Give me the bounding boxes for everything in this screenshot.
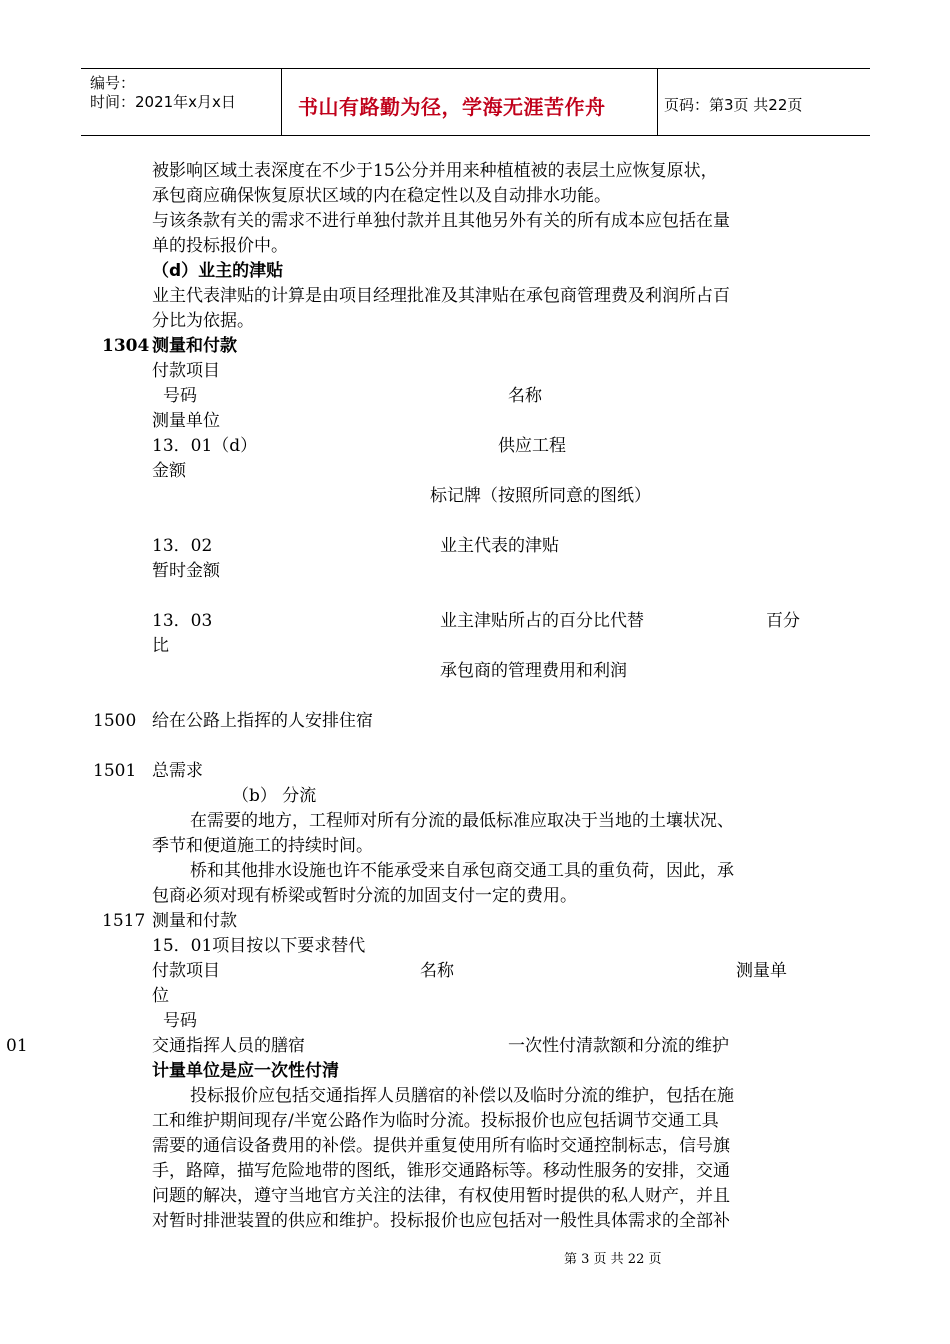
header-time-label: 时间：2021年x月x日 [90, 93, 236, 111]
header-divider-left [281, 68, 282, 135]
table-cell-name: 业主津贴所占的百分比代替 [440, 611, 644, 631]
section-number-1517: 1517 [102, 911, 146, 931]
paragraph-line: 承包商应确保恢复原状区域的内在稳定性以及自动排水功能。 [152, 186, 611, 206]
table-cell-number: 01 [6, 1036, 28, 1056]
table-header-number: 号码 [163, 386, 197, 406]
table-cell-unit: 百分 [766, 611, 800, 631]
bold-note: 计量单位是应一次性付清 [152, 1061, 339, 1081]
table-header-unit: 测量单位 [152, 411, 220, 431]
paragraph-line: 单的投标报价中。 [152, 236, 288, 256]
section-number-1304: 1304 [102, 336, 150, 356]
table-header-item: 付款项目 [152, 361, 220, 381]
table-cell-unit-cont: 比 [152, 636, 169, 656]
table-cell-number: 13．02 [152, 536, 213, 556]
table-header-unit: 测量单 [736, 961, 787, 981]
table-header-unit-cont: 位 [152, 986, 169, 1006]
subsection-heading-b: （b） 分流 [232, 786, 317, 806]
paragraph-line: 与该条款有关的需求不进行单独付款并且其他另外有关的所有成本应包括在量 [152, 211, 730, 231]
section-number-1500: 1500 [93, 711, 137, 731]
paragraph-line: 需要的通信设备费用的补偿。提供并重复使用所有临时交通控制标志，信号旗 [152, 1136, 730, 1156]
section-title-1304: 测量和付款 [152, 336, 237, 356]
section-heading-d: （d）业主的津贴 [152, 261, 284, 281]
table-cell-name: 供应工程 [498, 436, 566, 456]
table-header-number: 号码 [163, 1011, 197, 1031]
table-cell-unit: 一次性付清款额和分流的维护 [508, 1036, 729, 1056]
paragraph-line: 15．01项目按以下要求替代 [152, 936, 366, 956]
paragraph-line: 桥和其他排水设施也许不能承受来自承包商交通工具的重负荷，因此，承 [190, 861, 734, 881]
table-cell-name-cont: 承包商的管理费用和利润 [440, 661, 627, 681]
table-cell-name: 交通指挥人员的膳宿 [152, 1036, 305, 1056]
table-cell-name: 业主代表的津贴 [440, 536, 559, 556]
table-cell-number: 13．03 [152, 611, 213, 631]
table-header-name: 名称 [420, 961, 454, 981]
paragraph-line: 投标报价应包括交通指挥人员膳宿的补偿以及临时分流的维护，包括在施 [190, 1086, 734, 1106]
paragraph-line: 问题的解决，遵守当地官方关注的法律，有权使用暂时提供的私人财产，并且 [152, 1186, 730, 1206]
table-cell-unit: 暂时金额 [152, 561, 220, 581]
header-page-code: 页码：第3页 共22页 [664, 96, 803, 114]
header-bottom-border [81, 135, 870, 136]
table-header-name: 名称 [508, 386, 542, 406]
paragraph-line: 包商必须对现有桥梁或暂时分流的加固支付一定的费用。 [152, 886, 577, 906]
paragraph-line: 分比为依据。 [152, 311, 254, 331]
header-top-border [81, 68, 870, 69]
table-cell-unit: 金额 [152, 461, 186, 481]
header-motto: 书山有路勤为径，学海无涯苦作舟 [298, 95, 606, 119]
header-divider-right [657, 68, 658, 135]
paragraph-line: 在需要的地方，工程师对所有分流的最低标准应取决于当地的土壤状况、 [190, 811, 734, 831]
section-title-1500: 给在公路上指挥的人安排住宿 [152, 711, 373, 731]
header-number-label: 编号： [90, 74, 136, 92]
paragraph-line: 手，路障，描写危险地带的图纸，锥形交通路标等。移动性服务的安排，交通 [152, 1161, 730, 1181]
section-title-1501: 总需求 [152, 761, 203, 781]
section-title-1517: 测量和付款 [152, 911, 237, 931]
paragraph-line: 业主代表津贴的计算是由项目经理批准及其津贴在承包商管理费及利润所占百 [152, 286, 730, 306]
paragraph-line: 对暂时排泄装置的供应和维护。投标报价也应包括对一般性具体需求的全部补 [152, 1211, 730, 1231]
table-header-item: 付款项目 [152, 961, 220, 981]
paragraph-line: 工和维护期间现存/半宽公路作为临时分流。投标报价也应包括调节交通工具 [152, 1111, 719, 1131]
paragraph-line: 被影响区域土表深度在不少于15公分并用来种植植被的表层土应恢复原状， [152, 161, 718, 181]
table-cell-name: 标记牌（按照所同意的图纸） [430, 486, 651, 506]
table-cell-number: 13．01（d） [152, 436, 258, 456]
page-footer: 第 3 页 共 22 页 [564, 1252, 662, 1267]
section-number-1501: 1501 [93, 761, 137, 781]
paragraph-line: 季节和便道施工的持续时间。 [152, 836, 373, 856]
